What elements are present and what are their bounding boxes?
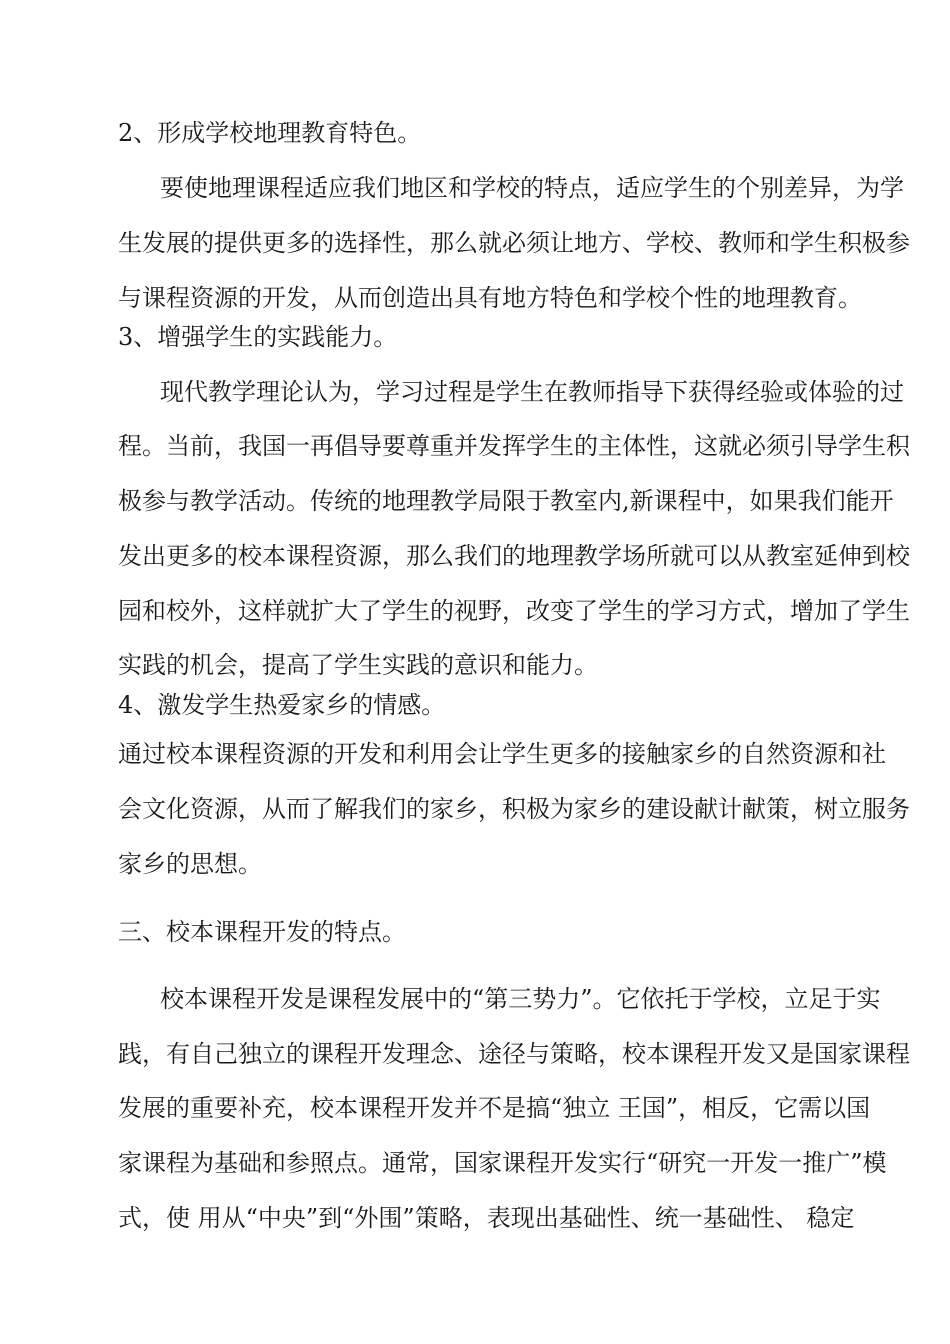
paragraph-line: 极参与教学活动。传统的地理教学局限于教室内,新课程中，如果我们能开 — [118, 487, 894, 515]
heading-4-love-hometown: 4、激发学生热爱家乡的情感。 — [118, 691, 446, 719]
paragraph-line: 现代教学理论认为，学习过程是学生在教师指导下获得经验或体验的过 — [160, 378, 904, 406]
paragraph-line: 生发展的提供更多的选择性，那么就必须让地方、学校、教师和学生积极参 — [118, 229, 910, 257]
section-heading-3: 三、校本课程开发的特点。 — [118, 918, 406, 946]
paragraph-line: 与课程资源的开发，从而创造出具有地方特色和学校个性的地理教育。 — [118, 284, 862, 312]
paragraph-line: 校本课程开发是课程发展中的“第三势力”。它依托于学校，立足于实 — [160, 985, 881, 1013]
paragraph-line: 通过校本课程资源的开发和利用会让学生更多的接触家乡的自然资源和社 — [118, 740, 886, 768]
paragraph-line: 实践的机会，提高了学生实践的意识和能力。 — [118, 651, 598, 679]
paragraph-line: 园和校外，这样就扩大了学生的视野，改变了学生的学习方式，增加了学生 — [118, 597, 910, 625]
paragraph-line: 程。当前，我国一再倡导要尊重并发挥学生的主体性，这就必须引导学生积 — [118, 432, 910, 460]
paragraph-line: 家乡的思想。 — [118, 850, 262, 878]
paragraph-line: 践，有自己独立的课程开发理念、途径与策略，校本课程开发又是国家课程 — [118, 1040, 910, 1068]
paragraph-line: 会文化资源，从而了解我们的家乡，积极为家乡的建设献计献策，树立服务 — [118, 795, 910, 823]
heading-2-school-geography-features: 2、形成学校地理教育特色。 — [118, 119, 422, 147]
paragraph-line: 要使地理课程适应我们地区和学校的特点，适应学生的个别差异，为学 — [160, 174, 904, 202]
paragraph-line: 发出更多的校本课程资源，那么我们的地理教学场所就可以从教室延伸到校 — [118, 542, 910, 570]
paragraph-line: 发展的重要补充，校本课程开发并不是搞“独立 王国”，相反，它需以国 — [118, 1094, 871, 1122]
heading-3-practical-ability: 3、增强学生的实践能力。 — [118, 323, 398, 351]
paragraph-line: 式，使 用从“中央”到“外围”策略，表现出基础性、统一基础性、 稳定 — [118, 1204, 855, 1232]
paragraph-line: 家课程为基础和参照点。通常，国家课程开发实行“研究一开发一推广”模 — [118, 1149, 887, 1177]
